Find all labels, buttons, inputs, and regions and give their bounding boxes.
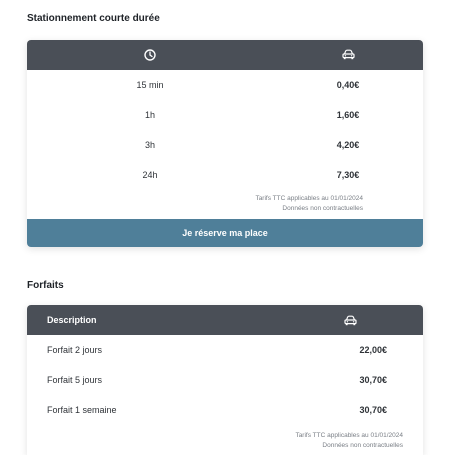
description-header: Description bbox=[47, 315, 97, 325]
forfaits-card bbox=[27, 305, 423, 455]
pricing-note bbox=[27, 190, 423, 219]
car-icon bbox=[344, 315, 357, 326]
rate-row bbox=[27, 160, 423, 190]
rate-price: 7,30€ bbox=[336, 170, 360, 180]
pricing-note-disclaimer: Données non contractuelles bbox=[282, 205, 363, 212]
forfaits-note-date: Tarifs TTC applicables au 01/01/2024 bbox=[295, 432, 403, 439]
forfait-name: Forfait 1 semaine bbox=[47, 405, 117, 415]
forfait-price: 22,00€ bbox=[359, 345, 387, 355]
price-header bbox=[273, 46, 423, 64]
rate-price: 4,20€ bbox=[336, 140, 360, 150]
rate-price: 0,40€ bbox=[336, 80, 360, 90]
short-term-card bbox=[27, 40, 423, 247]
pricing-note-date: Tarifs TTC applicables au 01/01/2024 bbox=[255, 195, 363, 202]
forfait-name: Forfait 5 jours bbox=[47, 375, 103, 385]
rate-duration: 15 min bbox=[136, 80, 164, 90]
forfaits-note-disclaimer: Données non contractuelles bbox=[322, 442, 403, 449]
forfaits-header bbox=[27, 305, 423, 335]
forfait-row bbox=[27, 395, 423, 425]
forfaits-title: Forfaits bbox=[27, 280, 64, 291]
forfaits-note bbox=[27, 425, 423, 455]
car-icon bbox=[342, 49, 355, 60]
rate-duration: 24h bbox=[142, 170, 158, 180]
rate-duration: 3h bbox=[144, 140, 155, 150]
duration-header bbox=[27, 46, 273, 64]
rate-row bbox=[27, 70, 423, 100]
forfait-row bbox=[27, 335, 423, 365]
rate-duration: 1h bbox=[144, 110, 155, 120]
forfait-price: 30,70€ bbox=[359, 405, 387, 415]
clock-icon bbox=[144, 49, 156, 61]
short-term-title: Stationnement courte durée bbox=[27, 13, 160, 24]
reserve-button[interactable]: Je réserve ma place bbox=[27, 219, 423, 247]
forfait-price: 30,70€ bbox=[359, 375, 387, 385]
rate-row bbox=[27, 130, 423, 160]
forfait-row bbox=[27, 365, 423, 395]
rate-row bbox=[27, 100, 423, 130]
short-term-header bbox=[27, 40, 423, 70]
forfait-name: Forfait 2 jours bbox=[47, 345, 103, 355]
rate-price: 1,60€ bbox=[336, 110, 360, 120]
